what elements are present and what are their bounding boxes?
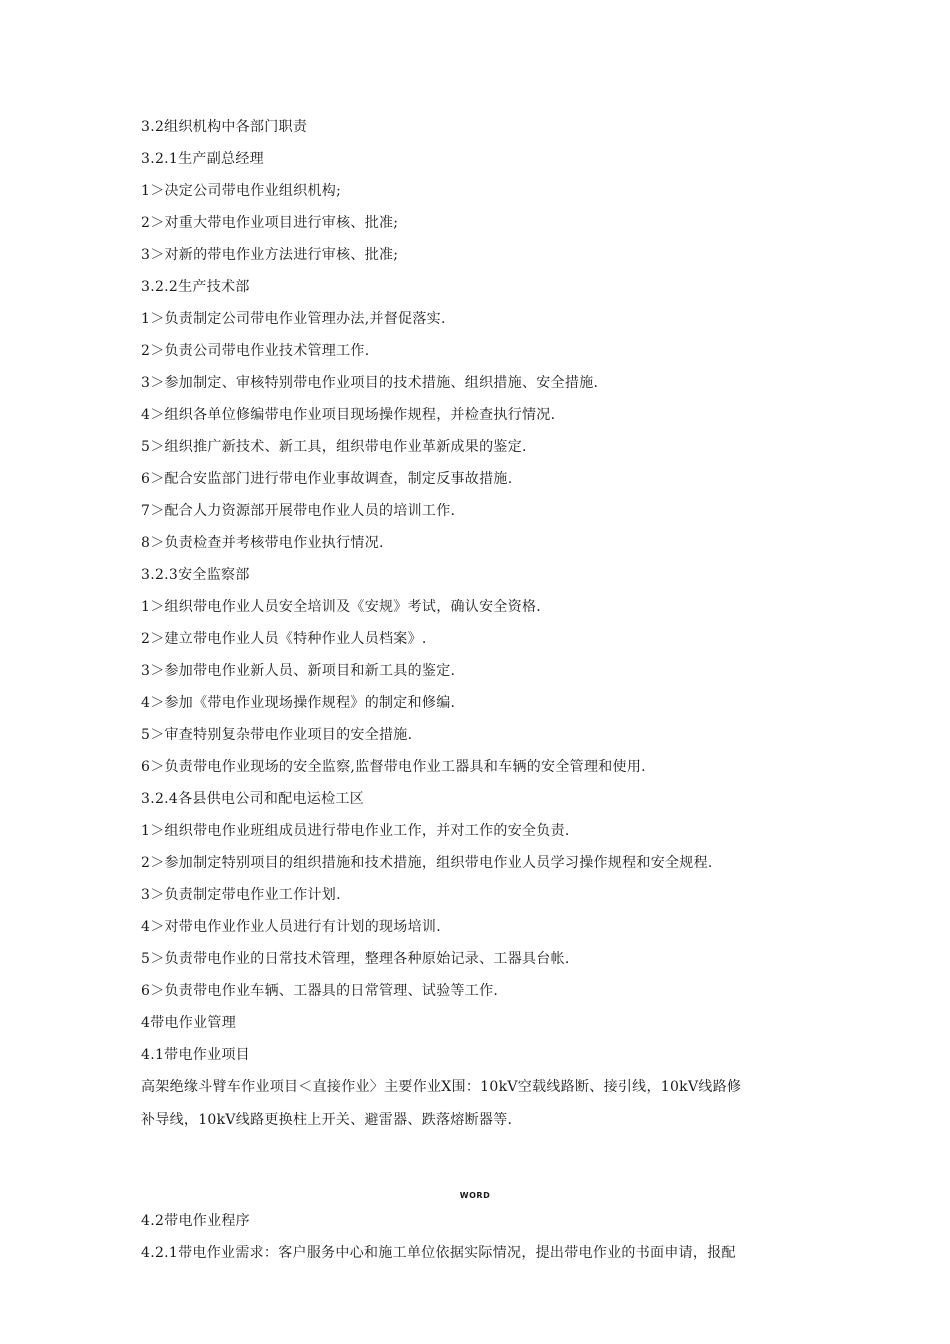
list-item: 6＞负责带电作业现场的安全监察,监督带电作业工器具和车辆的安全管理和使用. <box>141 759 646 775</box>
section-heading-4-1: 4.1带电作业项目 <box>141 1047 250 1063</box>
list-item: 2＞建立带电作业人员《特种作业人员档案》. <box>141 631 427 647</box>
list-item: 2＞负责公司带电作业技术管理工作. <box>141 343 370 359</box>
section-heading-3-2-3: 3.2.3安全监察部 <box>141 567 250 583</box>
section-heading-4-2: 4.2带电作业程序 <box>141 1213 250 1229</box>
list-item: 6＞负责带电作业车辆、工器具的日常管理、试验等工作. <box>141 983 499 999</box>
section-heading-3-2: 3.2组织机构中各部门职责 <box>141 119 308 135</box>
list-item: 2＞参加制定特别项目的组织措施和技术措施，组织带电作业人员学习操作规程和安全规程. <box>141 855 713 871</box>
list-item: 1＞组织带电作业班组成员进行带电作业工作，并对工作的安全负责. <box>141 823 570 839</box>
list-item: 4＞参加《带电作业现场操作规程》的制定和修编. <box>141 695 456 711</box>
list-item: 7＞配合人力资源部开展带电作业人员的培训工作. <box>141 503 456 519</box>
list-item: 4＞对带电作业作业人员进行有计划的现场培训. <box>141 919 441 935</box>
list-item: 6＞配合安监部门进行带电作业事故调查，制定反事故措施. <box>141 471 513 487</box>
list-item: 1＞决定公司带电作业组织机构; <box>141 183 342 199</box>
list-item: 3＞参加带电作业新人员、新项目和新工具的鉴定. <box>141 663 456 679</box>
list-item: 3＞参加制定、审核特别带电作业项目的技术措施、组织措施、安全措施. <box>141 375 599 391</box>
list-item: 4＞组织各单位修编带电作业项目现场操作规程，并检查执行情况. <box>141 407 556 423</box>
list-item: 1＞组织带电作业人员安全培训及《安规》考试，确认安全资格. <box>141 599 542 615</box>
section-heading-3-2-4: 3.2.4各县供电公司和配电运检工区 <box>141 791 365 807</box>
paragraph-line: 高架绝缘斗臂车作业项目＜直接作业〉主要作业X围：10kV空载线路断、接引线，10kV线路修 <box>141 1079 742 1095</box>
list-item: 1＞负责制定公司带电作业管理办法,并督促落实. <box>141 311 446 327</box>
paragraph-line: 4.2.1带电作业需求：客户服务中心和施工单位依据实际情况，提出带电作业的书面申请，报配 <box>141 1245 736 1261</box>
section-heading-3-2-1: 3.2.1生产副总经理 <box>141 151 264 167</box>
paragraph-line: 补导线，10kV线路更换柱上开关、避雷器、跌落熔断器等. <box>141 1112 513 1128</box>
section-heading-4: 4带电作业管理 <box>141 1015 237 1031</box>
list-item: 5＞组织推广新技术、新工具，组织带电作业革新成果的鉴定. <box>141 439 527 455</box>
list-item: 5＞审查特别复杂带电作业项目的安全措施. <box>141 727 413 743</box>
section-heading-3-2-2: 3.2.2生产技术部 <box>141 279 250 295</box>
list-item: 3＞负责制定带电作业工作计划. <box>141 887 341 903</box>
list-item: 2＞对重大带电作业项目进行审核、批准; <box>141 215 399 231</box>
list-item: 8＞负责检查并考核带电作业执行情况. <box>141 535 384 551</box>
list-item: 3＞对新的带电作业方法进行审核、批准; <box>141 247 399 263</box>
page-footer: WORD <box>459 1191 491 1200</box>
list-item: 5＞负责带电作业的日常技术管理，整理各种原始记录、工器具台帐. <box>141 951 570 967</box>
